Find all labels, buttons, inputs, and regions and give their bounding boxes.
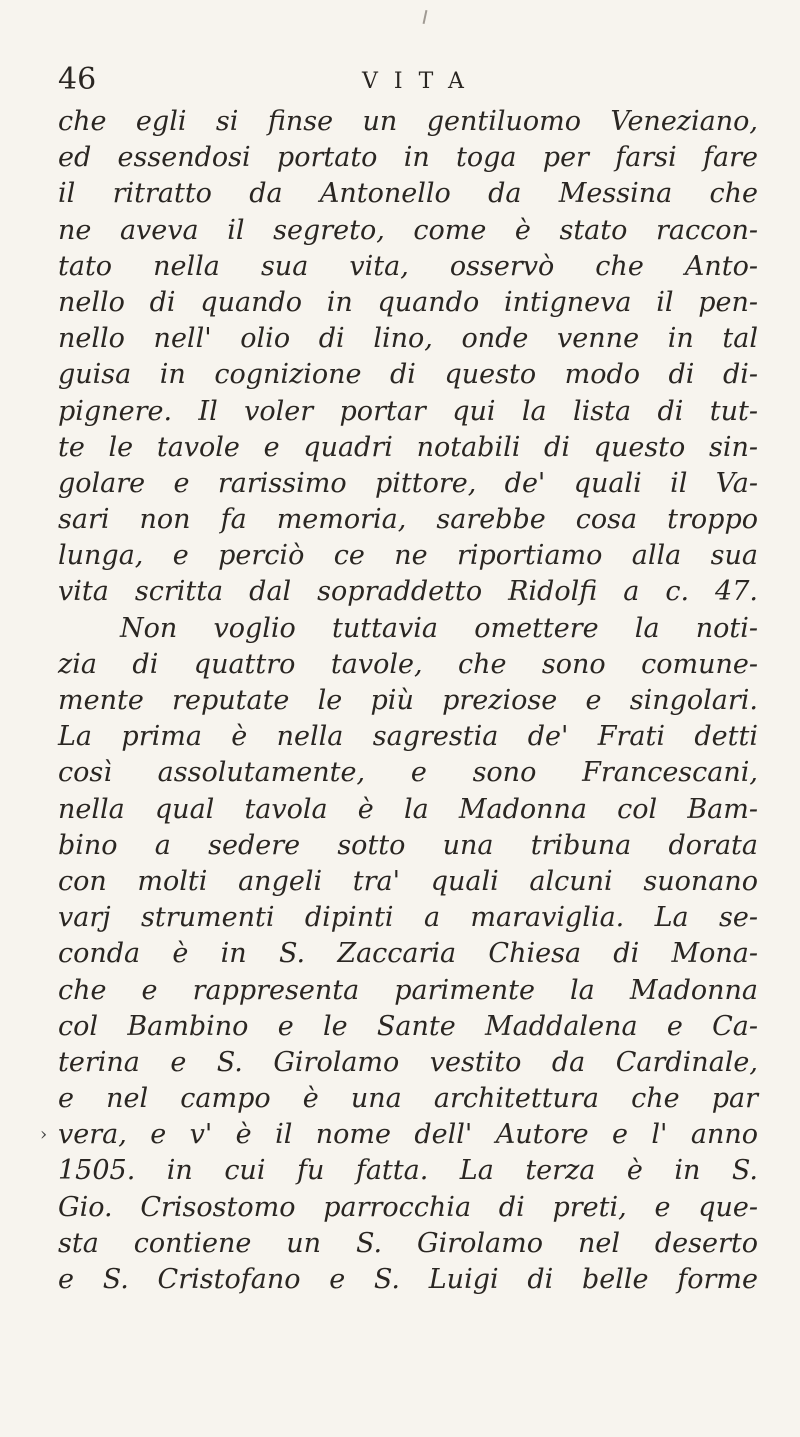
text-line: vita scritta dal sopraddetto Ridolfi a c. 47. xyxy=(58,576,758,608)
text-line: Non voglio tuttavia omettere la noti- xyxy=(120,612,758,644)
ink-speck xyxy=(423,10,428,24)
text-line: nella qual tavola è la Madonna col Bam- xyxy=(58,793,758,825)
text-line: te le tavole e quadri notabili di questo sin- xyxy=(58,431,758,463)
text-line: varj strumenti dipinti a maraviglia. La se- xyxy=(58,902,758,934)
text-line: ed essendosi portato in toga per farsi fare xyxy=(58,142,758,174)
text-line: vera, e v' è il nome dell' Autore e l' anno xyxy=(58,1119,758,1151)
body-text xyxy=(58,104,758,1298)
text-line: nello nell' olio di lino, onde venne in tal xyxy=(58,323,758,355)
text-line: lunga, e perciò ce ne riportiamo alla sua xyxy=(58,540,758,572)
text-line: La prima è nella sagrestia de' Frati detti xyxy=(58,721,758,753)
text-line: golare e rarissimo pittore, de' quali il Va- xyxy=(58,467,758,499)
text-line: bino a sedere sotto una tribuna dorata xyxy=(58,829,758,861)
text-line: il ritratto da Antonello da Messina che xyxy=(58,178,758,210)
text-line: ne aveva il segreto, come è stato raccon- xyxy=(58,214,758,246)
text-line: che egli si finse un gentiluomo Veneziano, xyxy=(58,106,758,137)
text-line: e S. Cristofano e S. Luigi di belle forme xyxy=(58,1264,758,1295)
page-number: 46 xyxy=(58,62,97,97)
text-line: Gio. Crisostomo parrocchia di preti, e que- xyxy=(58,1191,758,1223)
text-line: nello di quando in quando intigneva il pen- xyxy=(58,286,758,318)
page-header xyxy=(58,60,758,100)
running-head: VITA xyxy=(362,69,480,94)
text-line: e nel campo è una architettura che par xyxy=(58,1083,758,1115)
margin-mark: › xyxy=(40,1124,48,1145)
text-line: terina e S. Girolamo vestito da Cardinale, xyxy=(58,1046,758,1078)
text-line: tato nella sua vita, osservò che Anto- xyxy=(58,250,758,282)
text-line: così assolutamente, e sono Francescani, xyxy=(58,757,758,789)
text-line: pignere. Il voler portar qui la lista di tut- xyxy=(58,395,758,427)
text-line: col Bambino e le Sante Maddalena e Ca- xyxy=(58,1010,758,1042)
text-line: sari non fa memoria, sarebbe cosa troppo xyxy=(58,504,758,536)
text-line: guisa in cognizione di questo modo di di- xyxy=(58,359,758,391)
text-line: che e rappresenta parimente la Madonna xyxy=(58,974,758,1006)
text-line: mente reputate le più preziose e singolari. xyxy=(58,685,758,716)
text-line: sta contiene un S. Girolamo nel deserto xyxy=(58,1227,758,1259)
text-line: con molti angeli tra' quali alcuni suonano xyxy=(58,865,758,897)
text-line: 1505. in cui fu fatta. La terza è in S. xyxy=(58,1155,758,1187)
text-line: conda è in S. Zaccaria Chiesa di Mona- xyxy=(58,938,758,970)
text-line: zia di quattro tavole, che sono comune- xyxy=(58,648,758,680)
